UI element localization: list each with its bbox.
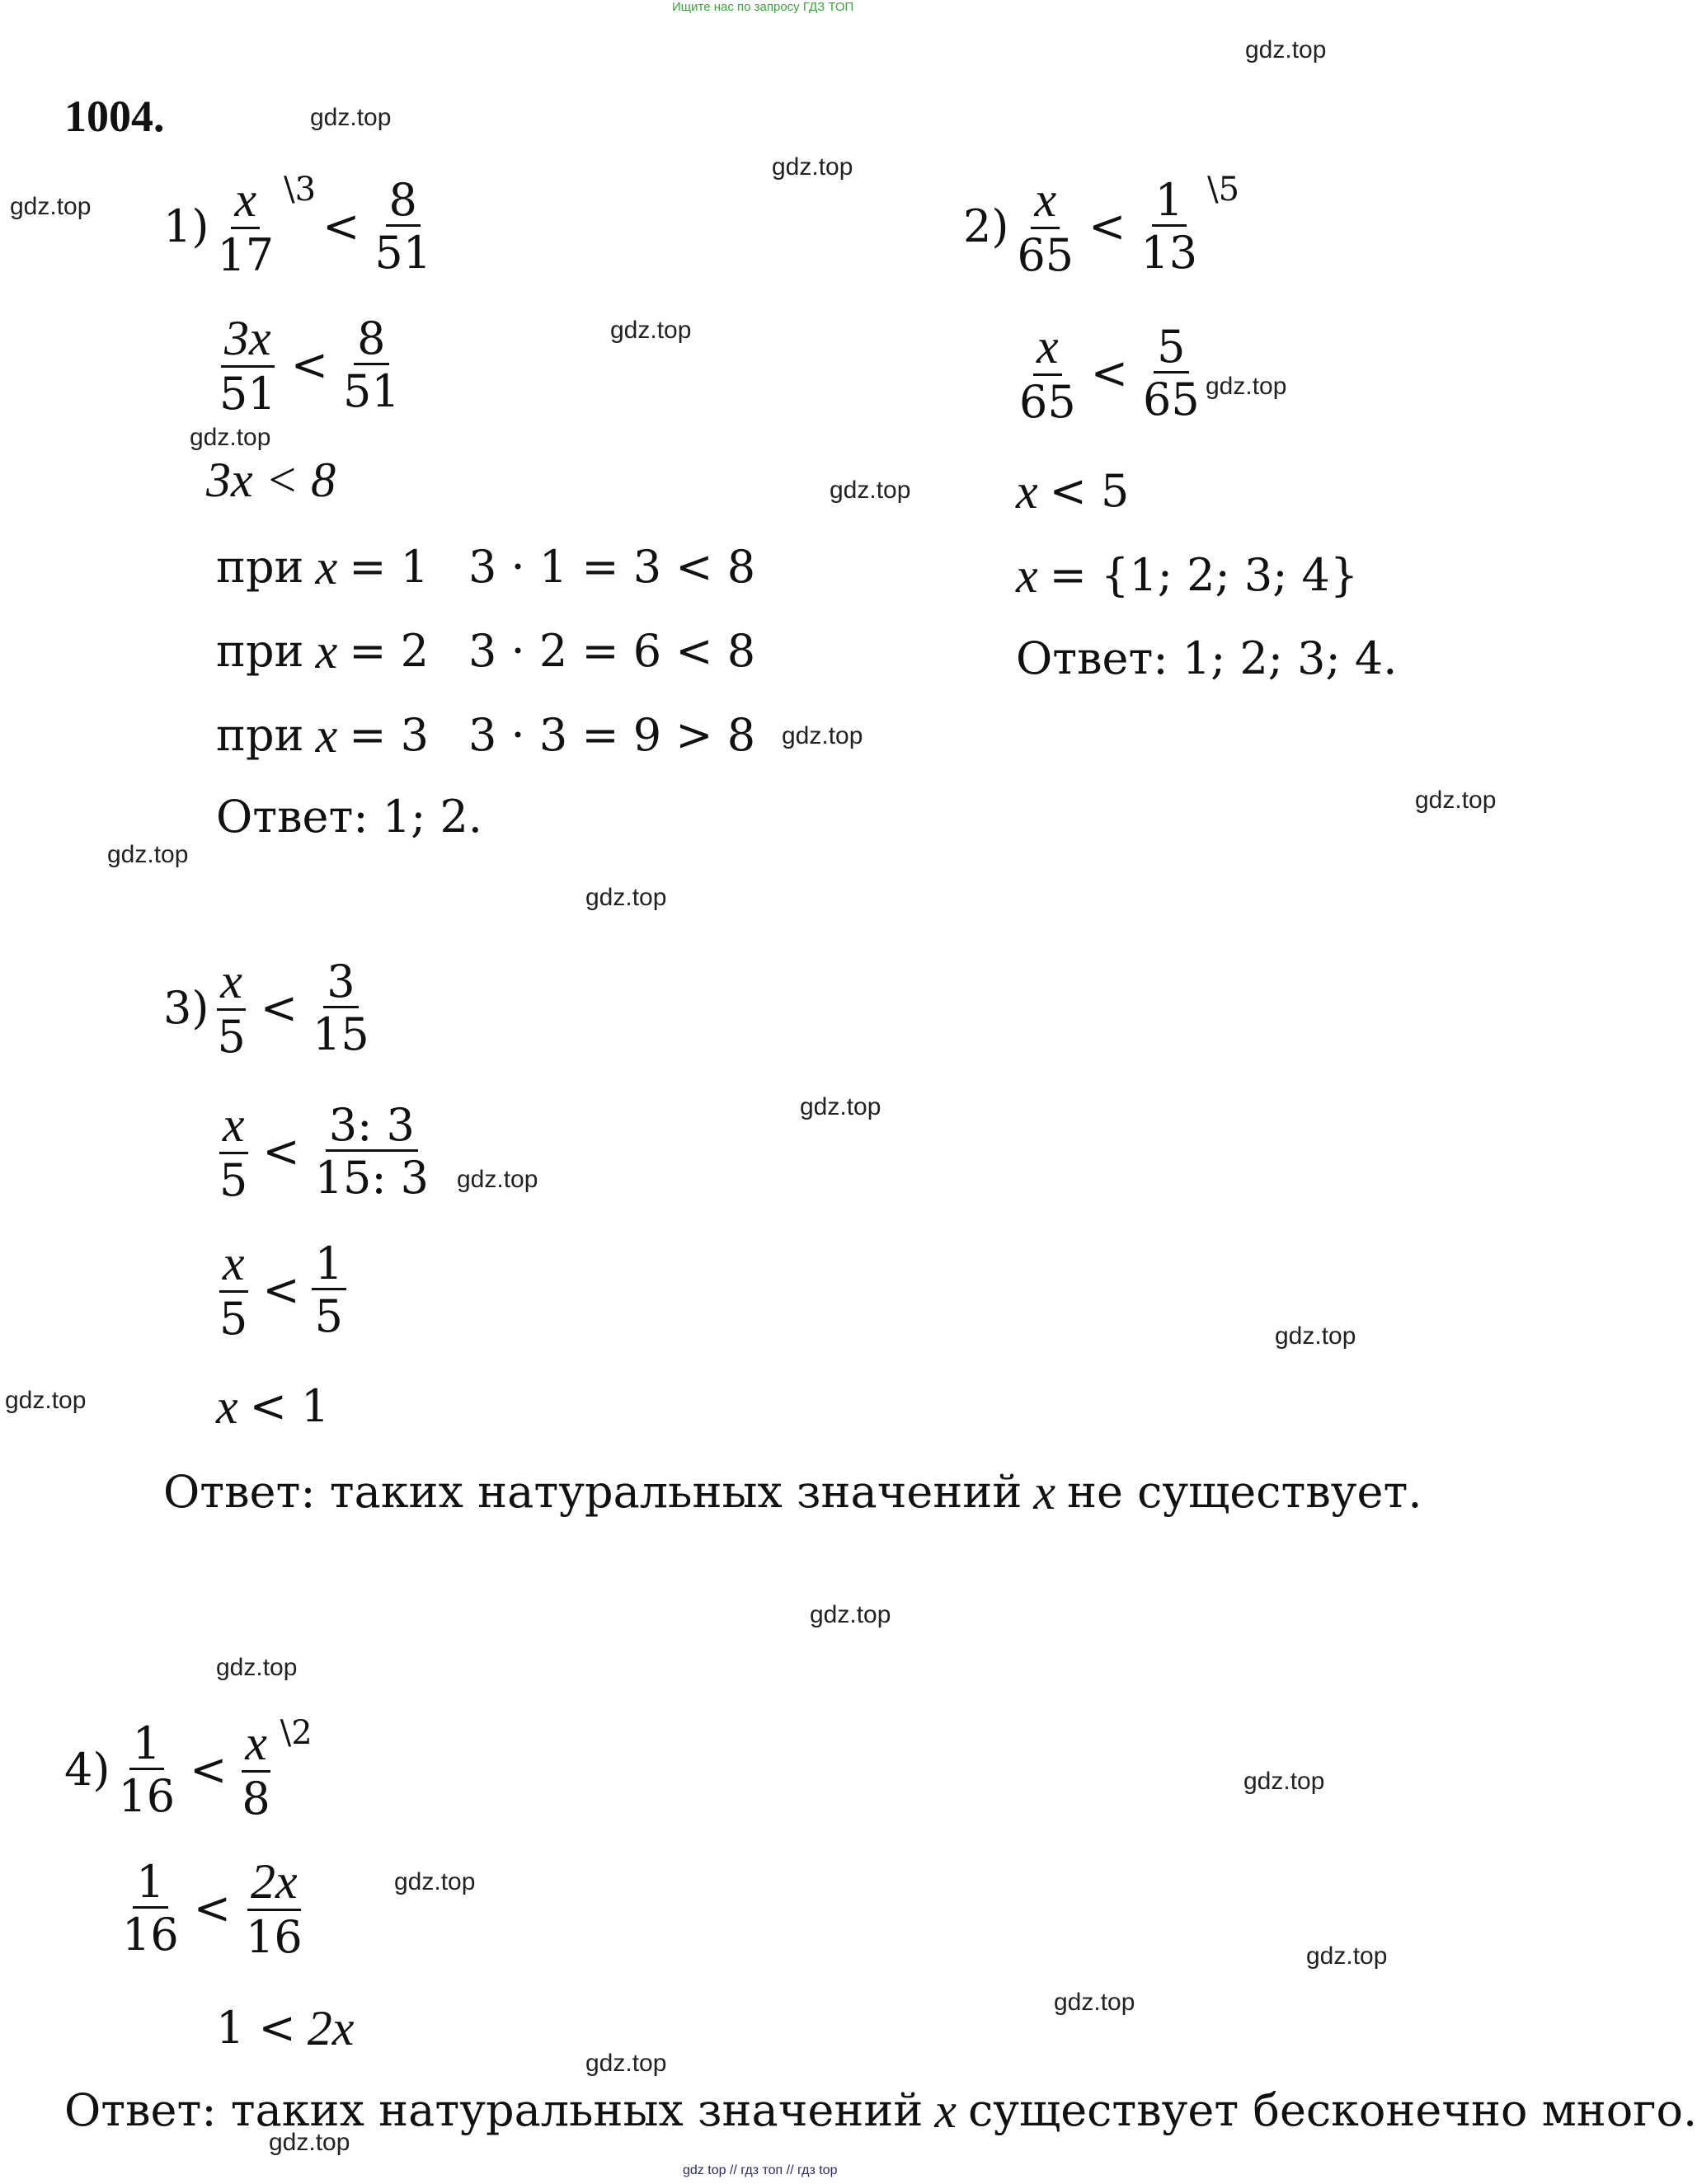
watermark: gdz.top xyxy=(10,193,92,220)
part1-check-3: при x = 3 3 · 3 = 9 > 8 xyxy=(216,708,756,763)
watermark: gdz.top xyxy=(1306,1942,1388,1970)
watermark: gdz.top xyxy=(830,477,911,504)
part2-fraction-right: $\frac{1}{13}$ xyxy=(1140,174,1198,279)
part1-step3: 3x < 8 xyxy=(206,453,336,507)
watermark: gdz.top xyxy=(1243,1768,1325,1795)
part3-step4: x < 1 xyxy=(216,1379,330,1434)
part3-inequality: 3) $\frac{x}{5}$ < $\frac{3}{15}$ xyxy=(163,954,369,1064)
search-banner[interactable]: Ищите нас по запросу ГДЗ ТОП xyxy=(672,0,854,14)
part1-fraction-right: $\frac{8}{51}$ xyxy=(374,174,432,279)
watermark: gdz.top xyxy=(269,2129,350,2156)
watermark: gdz.top xyxy=(310,104,392,131)
watermark: gdz.top xyxy=(800,1093,881,1120)
part2-fraction-left: $\frac{x}{65}$ xyxy=(1017,172,1074,282)
part4-multiplier: \2 xyxy=(280,1714,313,1752)
part2-inequality: 2) $\frac{x}{65}$ < $\frac{1}{13}$ \5 xyxy=(963,171,1240,282)
part4-inequality: 4) $\frac{1}{16}$ < $\frac{x}{8}$ \2 xyxy=(64,1714,313,1825)
part1-multiplier: \3 xyxy=(284,171,317,209)
footer-links[interactable]: gdz top // гдз топ // гдз top xyxy=(683,2163,838,2177)
part2-step4: x = {1; 2; 3; 4} xyxy=(1016,548,1359,603)
watermark: gdz.top xyxy=(1054,1989,1135,2016)
watermark: gdz.top xyxy=(1415,787,1497,814)
watermark: gdz.top xyxy=(107,841,189,868)
watermark: gdz.top xyxy=(1206,373,1287,400)
part4-step3: 1 < 2x xyxy=(216,2001,355,2055)
part4-step2: $\frac{1}{16}$ < $\frac{2x}{16}$ xyxy=(122,1854,303,1964)
part1-check-2: при x = 2 3 · 2 = 6 < 8 xyxy=(216,624,756,679)
part1-inequality: 1) $\frac{x}{17}$ \3 < $\frac{8}{51}$ xyxy=(163,175,440,278)
watermark: gdz.top xyxy=(1275,1322,1356,1350)
watermark: gdz.top xyxy=(1245,36,1327,63)
watermark: gdz.top xyxy=(772,153,853,181)
part4-label: 4) xyxy=(64,1743,110,1796)
part1-check-1: при x = 1 3 · 1 = 3 < 8 xyxy=(216,540,756,594)
part2-multiplier: \5 xyxy=(1207,171,1240,209)
watermark: gdz.top xyxy=(810,1601,891,1628)
watermark: gdz.top xyxy=(782,722,863,749)
watermark: gdz.top xyxy=(190,424,271,451)
part1-answer: Ответ: 1; 2. xyxy=(216,791,482,843)
part1-label: 1) xyxy=(163,200,209,252)
watermark: gdz.top xyxy=(585,884,667,911)
part2-label: 2) xyxy=(963,200,1009,252)
watermark: gdz.top xyxy=(457,1166,538,1193)
part3-step3: $\frac{x}{5}$ < $\frac{1}{5}$ xyxy=(211,1238,351,1341)
watermark: gdz.top xyxy=(585,2050,667,2077)
part3-step2: $\frac{x}{5}$ < $\frac{3: 3}{15: 3}$ xyxy=(219,1097,430,1207)
watermark: gdz.top xyxy=(216,1654,298,1681)
part1-fraction-left: $\frac{x}{17}$ xyxy=(217,172,275,282)
part4-answer: Ответ: таких натуральных значений x существует бесконечно много. xyxy=(64,2083,1697,2138)
watermark: gdz.top xyxy=(610,317,692,344)
part1-step2: $\frac{3x}{51}$ < $\frac{8}{51}$ xyxy=(219,311,400,420)
problem-number: 1004. xyxy=(64,92,165,141)
part2-answer: Ответ: 1; 2; 3; 4. xyxy=(1016,632,1398,684)
watermark: gdz.top xyxy=(394,1868,476,1895)
part2-step3: x < 5 xyxy=(1016,464,1130,519)
watermark: gdz.top xyxy=(5,1387,87,1414)
part2-step2: $\frac{x}{65}$ < $\frac{5}{65}$ xyxy=(1019,319,1200,429)
part3-answer: Ответ: таких натуральных значений x не существует. xyxy=(163,1465,1422,1519)
part3-label: 3) xyxy=(163,981,209,1034)
